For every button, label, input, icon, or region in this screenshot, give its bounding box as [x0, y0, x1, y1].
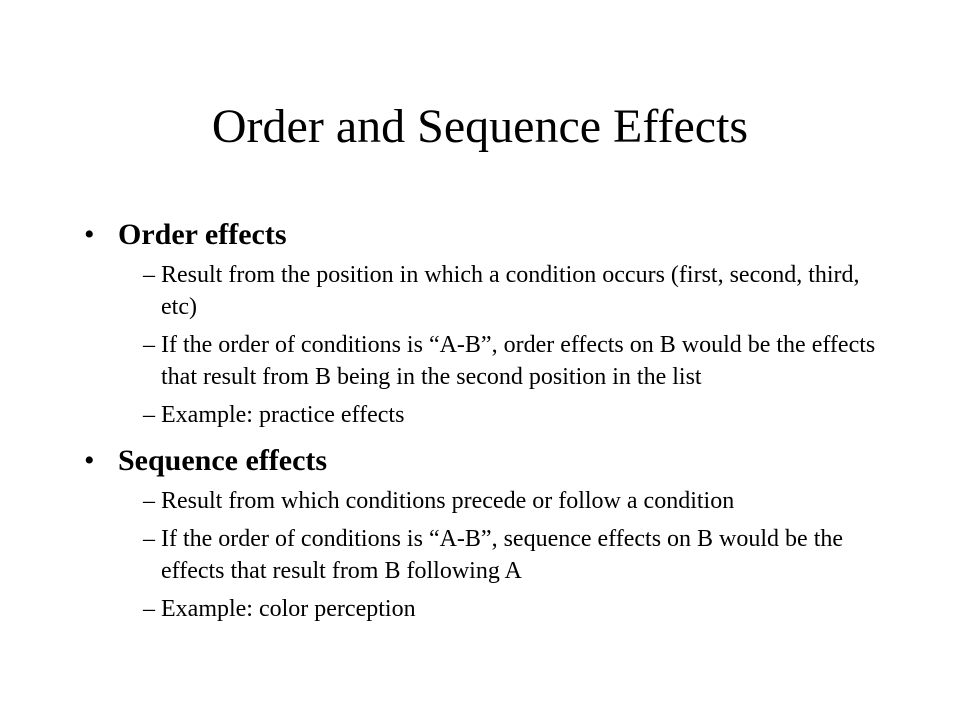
order-effects-list: [84, 259, 884, 431]
list-item: [143, 329, 884, 393]
bullet-marker: •: [84, 444, 95, 477]
bullet-heading: Order effects: [118, 218, 287, 251]
bullet-sequence-effects: [84, 439, 884, 483]
list-item: [143, 485, 884, 517]
list-item-text: If the order of conditions is “A-B”, order effects on B would be the effects that result from B being in the second position in the list: [161, 332, 876, 390]
list-item: [143, 523, 884, 587]
dash-marker: –: [143, 402, 155, 428]
dash-marker: –: [143, 262, 155, 288]
list-item-text: Result from which conditions precede or follow a condition: [161, 488, 735, 514]
dash-marker: –: [143, 596, 155, 622]
bullet-order-effects: [84, 213, 884, 257]
list-item: [143, 399, 884, 431]
list-item-text: Example: color perception: [161, 596, 416, 622]
bullet-heading: Sequence effects: [118, 444, 328, 477]
slide-content: [84, 213, 884, 625]
dash-marker: –: [143, 332, 155, 358]
dash-marker: –: [143, 488, 155, 514]
dash-marker: –: [143, 526, 155, 552]
list-item: [143, 259, 884, 323]
list-item-text: If the order of conditions is “A-B”, sequence effects on B would be the effects that result from B following A: [161, 526, 844, 584]
list-item-text: Result from the position in which a condition occurs (first, second, third, etc): [161, 262, 860, 320]
sequence-effects-list: [84, 485, 884, 625]
list-item-text: Example: practice effects: [161, 402, 405, 428]
bullet-marker: •: [84, 218, 95, 251]
list-item: [143, 593, 884, 625]
slide-title: Order and Sequence Effects: [211, 100, 749, 153]
